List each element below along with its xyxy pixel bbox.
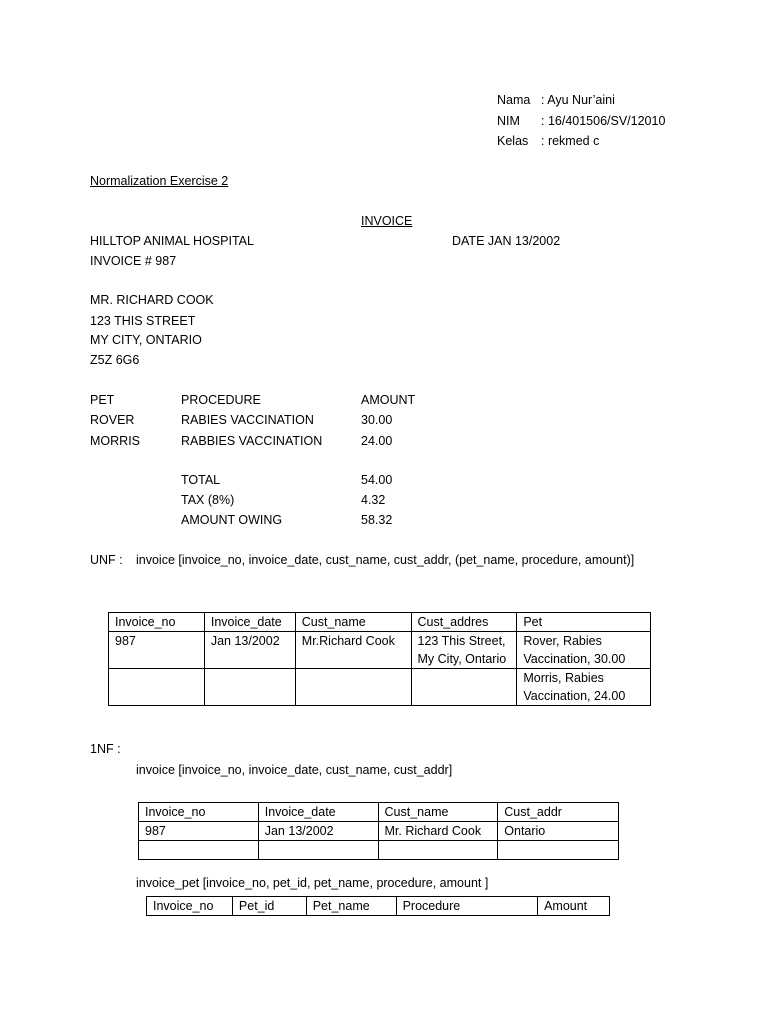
table-header-cell: Invoice_date xyxy=(204,613,295,632)
exercise-title: Normalization Exercise 2 xyxy=(90,174,229,188)
tax-value: 4.32 xyxy=(361,493,386,507)
item-pet: ROVER xyxy=(90,413,135,427)
table-cell: Mr. Richard Cook xyxy=(378,822,498,841)
table-header-cell: Invoice_date xyxy=(258,803,378,822)
table-header-cell: Amount xyxy=(538,897,610,916)
customer-postal: Z5Z 6G6 xyxy=(90,353,140,367)
header-pet: PET xyxy=(90,393,115,407)
nf1-invoice-schema: invoice [invoice_no, invoice_date, cust_name, cust_addr] xyxy=(136,763,453,777)
table-cell xyxy=(378,841,498,860)
nf1-label: 1NF : xyxy=(90,742,121,756)
table-cell: Mr.Richard Cook xyxy=(295,632,411,669)
unf-schema: invoice [invoice_no, invoice_date, cust_name, cust_addr, (pet_name, procedure, amount)] xyxy=(136,553,635,567)
amount-owing-label: AMOUNT OWING xyxy=(181,513,283,527)
table-header-cell: Pet_id xyxy=(232,897,306,916)
table-cell xyxy=(258,841,378,860)
table-header-row xyxy=(147,897,610,916)
amount-owing-value: 58.32 xyxy=(361,513,393,527)
table-cell: Jan 13/2002 xyxy=(258,822,378,841)
table-header-cell: Invoice_no xyxy=(147,897,233,916)
table-cell xyxy=(411,669,517,706)
nama-value: : Ayu Nur’aini xyxy=(541,93,615,107)
table-row xyxy=(109,669,651,706)
table-cell: Morris, Rabies Vaccination, 24.00 xyxy=(517,669,651,706)
customer-name: MR. RICHARD COOK xyxy=(90,293,214,307)
table-header-cell: Cust_name xyxy=(295,613,411,632)
invoice-heading: INVOICE xyxy=(361,214,413,228)
table-row xyxy=(109,632,651,669)
table-header-cell: Cust_name xyxy=(378,803,498,822)
tax-label: TAX (8%) xyxy=(181,493,235,507)
total-label: TOTAL xyxy=(181,473,221,487)
invoice-date: DATE JAN 13/2002 xyxy=(452,234,561,248)
unf-label: UNF : xyxy=(90,553,123,567)
table-cell: Ontario xyxy=(498,822,619,841)
table-header-cell: Cust_addr xyxy=(498,803,619,822)
invoice-number: INVOICE # 987 xyxy=(90,254,177,268)
hospital-name: HILLTOP ANIMAL HOSPITAL xyxy=(90,234,254,248)
table-header-cell: Invoice_no xyxy=(139,803,259,822)
total-value: 54.00 xyxy=(361,473,393,487)
table-cell xyxy=(109,669,205,706)
table-cell: Jan 13/2002 xyxy=(204,632,295,669)
item-pet: MORRIS xyxy=(90,434,140,448)
item-procedure: RABIES VACCINATION xyxy=(181,413,314,427)
kelas-value: : rekmed c xyxy=(541,134,600,148)
table-row xyxy=(139,822,619,841)
nf1-pet-schema: invoice_pet [invoice_no, pet_id, pet_name, procedure, amount ] xyxy=(136,876,489,890)
table-cell xyxy=(204,669,295,706)
table-header-cell: Cust_addres xyxy=(411,613,517,632)
customer-street: 123 THIS STREET xyxy=(90,314,196,328)
table-header-cell: Pet xyxy=(517,613,651,632)
table-cell xyxy=(498,841,619,860)
nf1-invoice-table xyxy=(138,802,619,860)
table-cell xyxy=(295,669,411,706)
nf1-pet-table xyxy=(146,896,610,916)
table-cell: 987 xyxy=(139,822,259,841)
header-amount: AMOUNT xyxy=(361,393,416,407)
item-amount: 24.00 xyxy=(361,434,393,448)
table-header-cell: Procedure xyxy=(396,897,538,916)
table-cell xyxy=(139,841,259,860)
item-amount: 30.00 xyxy=(361,413,393,427)
customer-city: MY CITY, ONTARIO xyxy=(90,333,202,347)
table-cell: Rover, Rabies Vaccination, 30.00 xyxy=(517,632,651,669)
table-header-cell: Invoice_no xyxy=(109,613,205,632)
nim-value: : 16/401506/SV/12010 xyxy=(541,114,666,128)
table-header-cell: Pet_name xyxy=(306,897,396,916)
nim-label: NIM xyxy=(497,114,520,128)
table-header-row xyxy=(139,803,619,822)
table-cell: 123 This Street, My City, Ontario xyxy=(411,632,517,669)
nama-label: Nama xyxy=(497,93,531,107)
item-procedure: RABBIES VACCINATION xyxy=(181,434,323,448)
header-procedure: PROCEDURE xyxy=(181,393,261,407)
table-header-row xyxy=(109,613,651,632)
kelas-label: Kelas xyxy=(497,134,529,148)
unf-table xyxy=(108,612,651,706)
table-cell: 987 xyxy=(109,632,205,669)
table-row xyxy=(139,841,619,860)
